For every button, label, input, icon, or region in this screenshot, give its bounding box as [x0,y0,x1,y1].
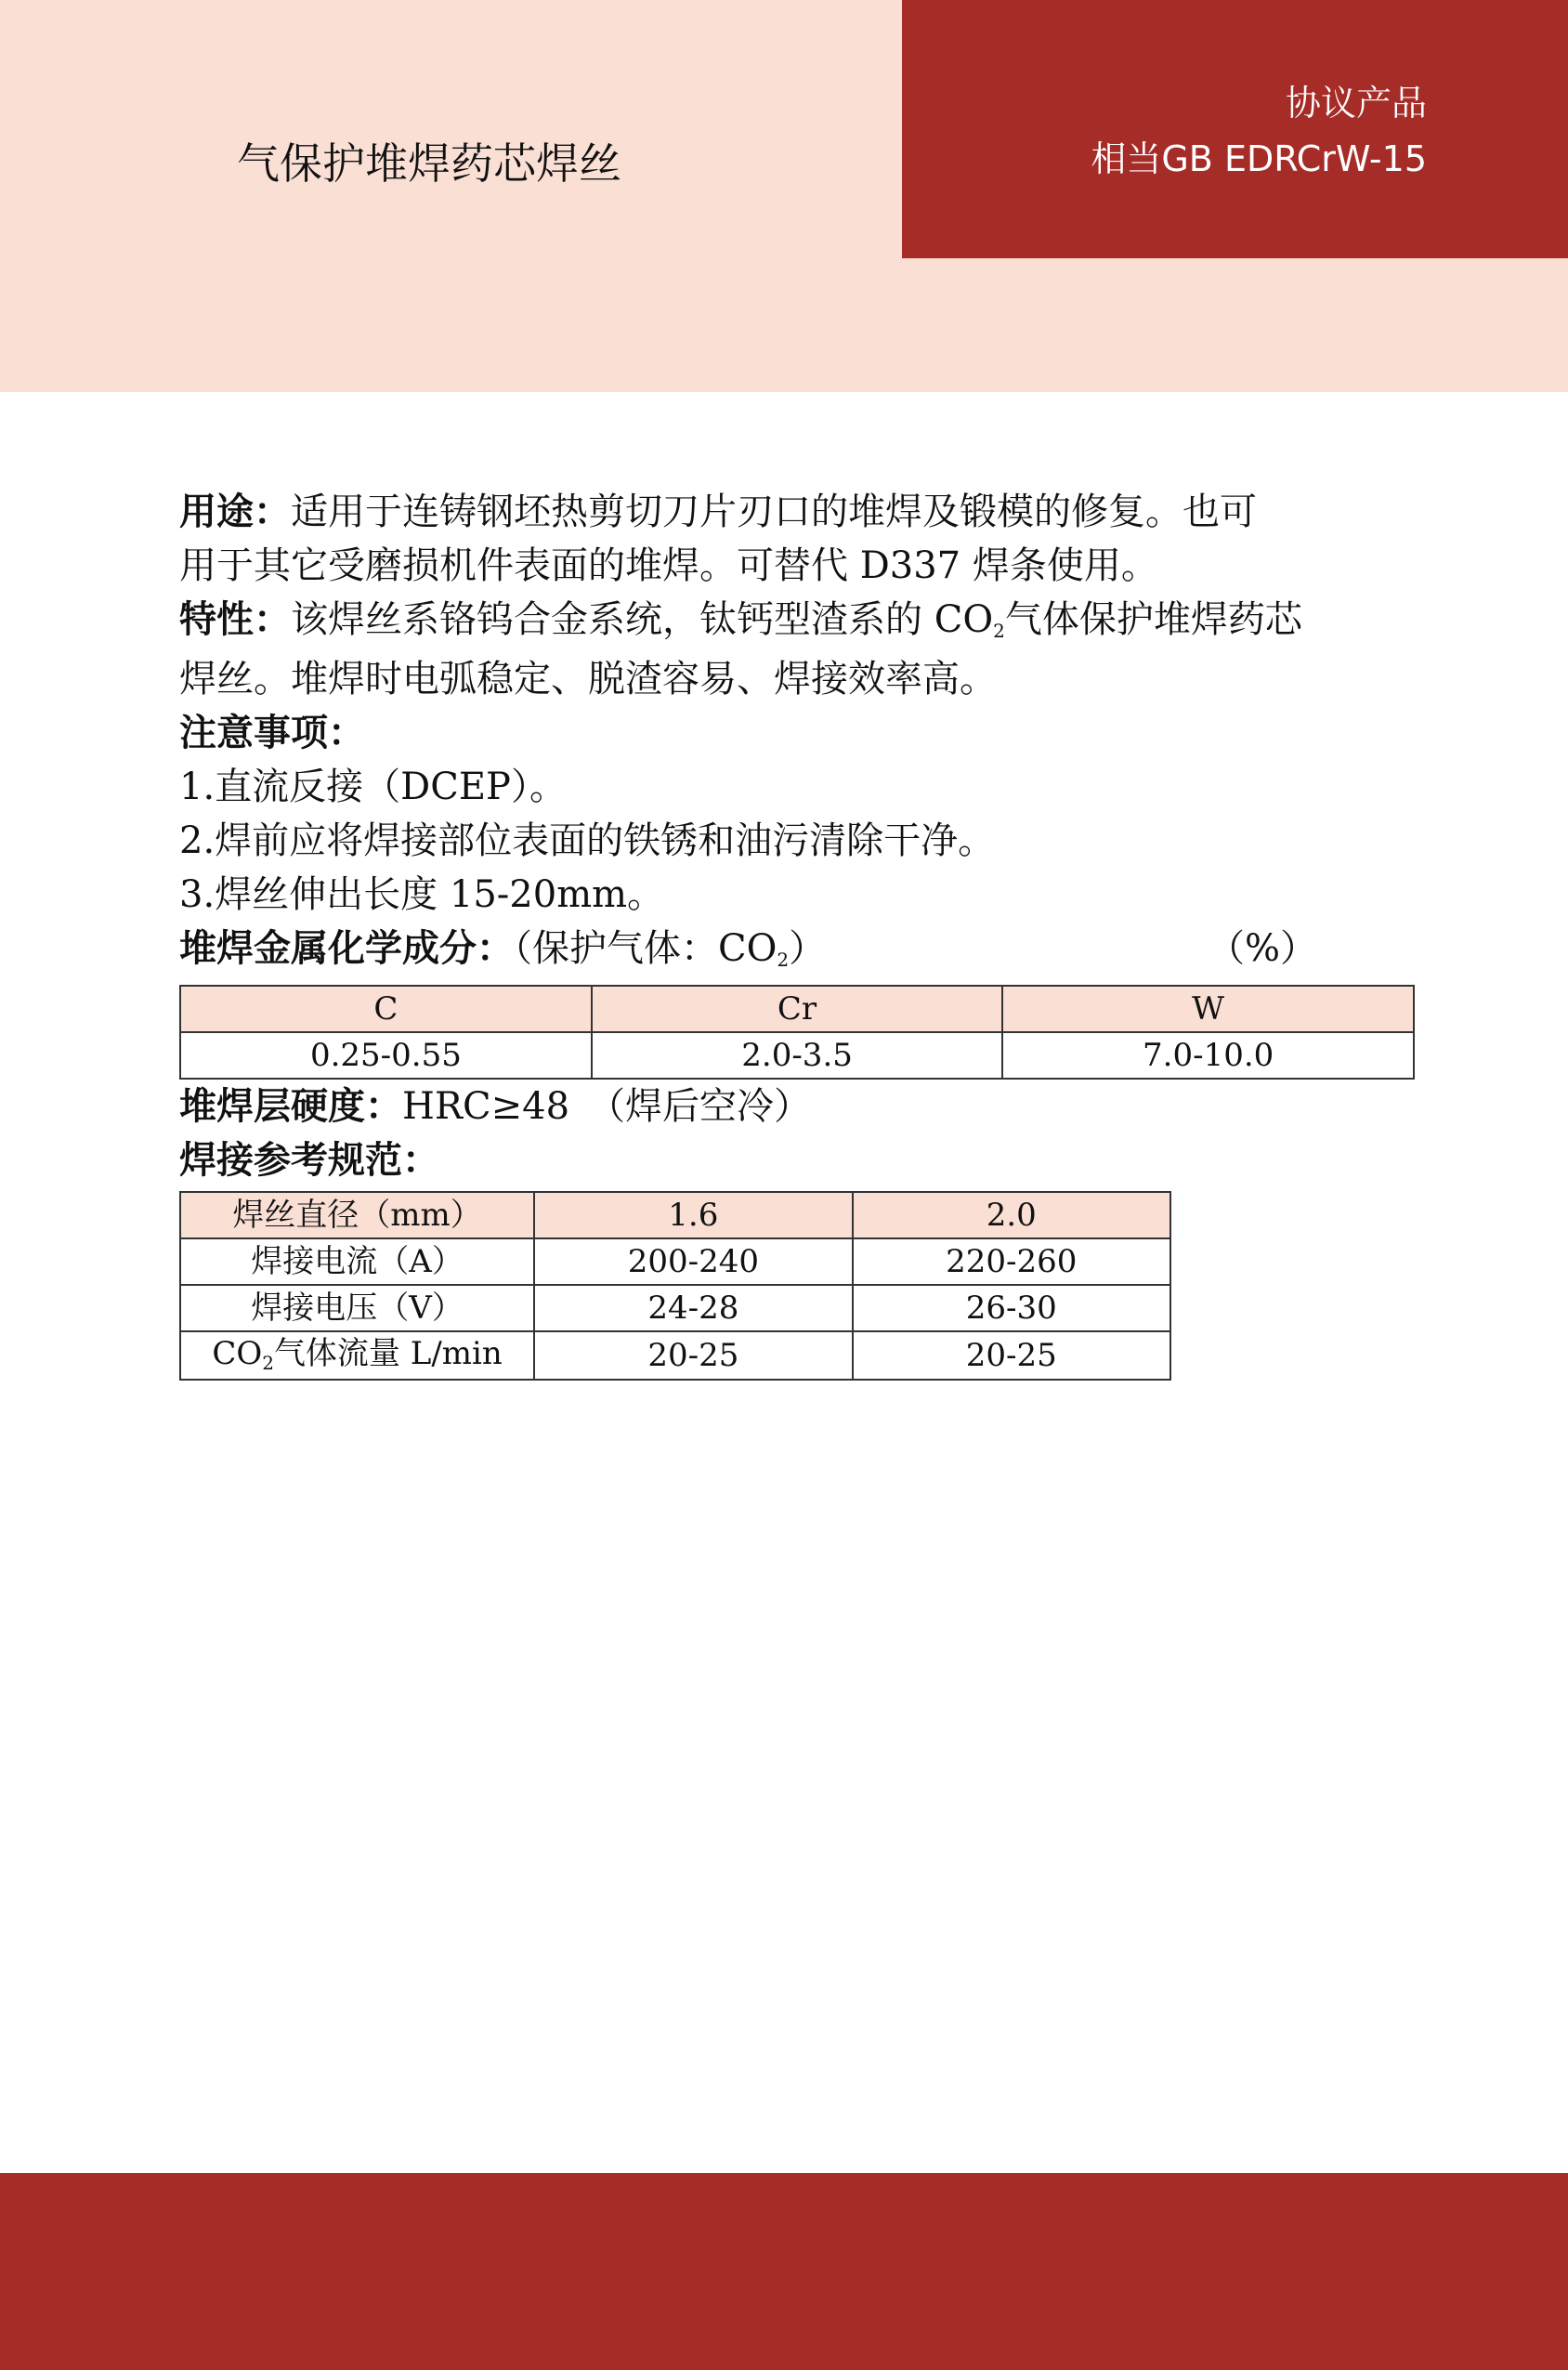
parameters-table [179,1191,1171,1381]
notes-label: 注意事项： [179,712,365,754]
param-current-label: 焊接电流（A） [180,1238,534,1285]
features-text-1b: 气体保护堆焊药芯 [1004,598,1302,641]
document-body [179,485,1415,1381]
note-item-2: 2.焊前应将焊接部位表面的铁锈和油污清除干净。 [179,819,996,862]
composition-heading [179,922,1415,981]
param-voltage-1: 24-28 [534,1285,852,1331]
param-header-1: 1.6 [534,1192,852,1238]
features-text-2: 焊丝。堆焊时电弧稳定、脱渣容易、焊接效率高。 [179,658,997,701]
note-item-1: 1.直流反接（DCEP）。 [179,766,567,808]
note-item-3: 3.焊丝伸出长度 15-20mm。 [179,873,665,916]
composition-header-cr: Cr [592,986,1002,1032]
param-gas-label-b: 气体流量 L/min [273,1335,503,1372]
composition-header-w: W [1002,986,1414,1032]
composition-gas-a: （保护气体：CO [514,927,777,970]
param-voltage-2: 26-30 [853,1285,1170,1331]
table-row [180,986,1414,1032]
hardness-label: 堆焊层硬度： [179,1085,402,1128]
table-row [180,1331,1170,1380]
usage-text-2: 用于其它受磨损机件表面的堆焊。可替代 D337 焊条使用。 [179,544,1158,587]
param-header-label: 焊丝直径（mm） [180,1192,534,1238]
table-row [180,1238,1170,1285]
composition-value-cr: 2.0-3.5 [592,1032,1002,1079]
param-current-1: 200-240 [534,1238,852,1285]
usage-text-1: 适用于连铸钢坯热剪切刀片刃口的堆焊及锻模的修复。也可 [291,491,1257,533]
table-row [180,1192,1170,1238]
features-line-1 [179,593,1415,652]
composition-value-w: 7.0-10.0 [1002,1032,1414,1079]
table-row [180,1285,1170,1331]
parameters-label: 焊接参考规范： [179,1139,439,1182]
param-header-2: 2.0 [853,1192,1170,1238]
composition-gas-b: ） [789,927,827,970]
usage-line-1 [179,485,1415,539]
table-row [180,1032,1414,1079]
usage-label: 用途： [179,491,291,533]
features-label: 特性： [179,598,291,641]
param-voltage-label: 焊接电压（V） [180,1285,534,1331]
product-title: 气保护堆焊药芯焊丝 [237,138,621,189]
composition-unit: （%） [1207,927,1317,970]
product-badge [902,0,1568,258]
param-gas-1: 20-25 [534,1331,852,1380]
footer-band [0,2173,1568,2370]
hardness-line [179,1080,1415,1133]
param-gas-label-a: CO [212,1335,263,1372]
param-current-2: 220-260 [853,1238,1170,1285]
param-gas-2: 20-25 [853,1331,1170,1380]
param-gas-label [180,1331,534,1380]
badge-line-1: 协议产品 [1285,83,1427,124]
composition-gas-sub: 2 [777,949,790,971]
composition-value-c: 0.25-0.55 [180,1032,592,1079]
composition-label: 堆焊金属化学成分： [179,927,514,970]
features-subscript: 2 [993,620,1005,642]
badge-line-2: 相当GB EDRCrW-15 [1091,138,1427,179]
composition-header-c: C [180,986,592,1032]
composition-table [179,985,1415,1080]
features-text-1a: 该焊丝系铬钨合金系统，钛钙型渣系的 CO [291,598,994,641]
param-gas-label-sub: 2 [262,1352,274,1374]
hardness-value: HRC≥48 （焊后空冷） [402,1085,812,1128]
